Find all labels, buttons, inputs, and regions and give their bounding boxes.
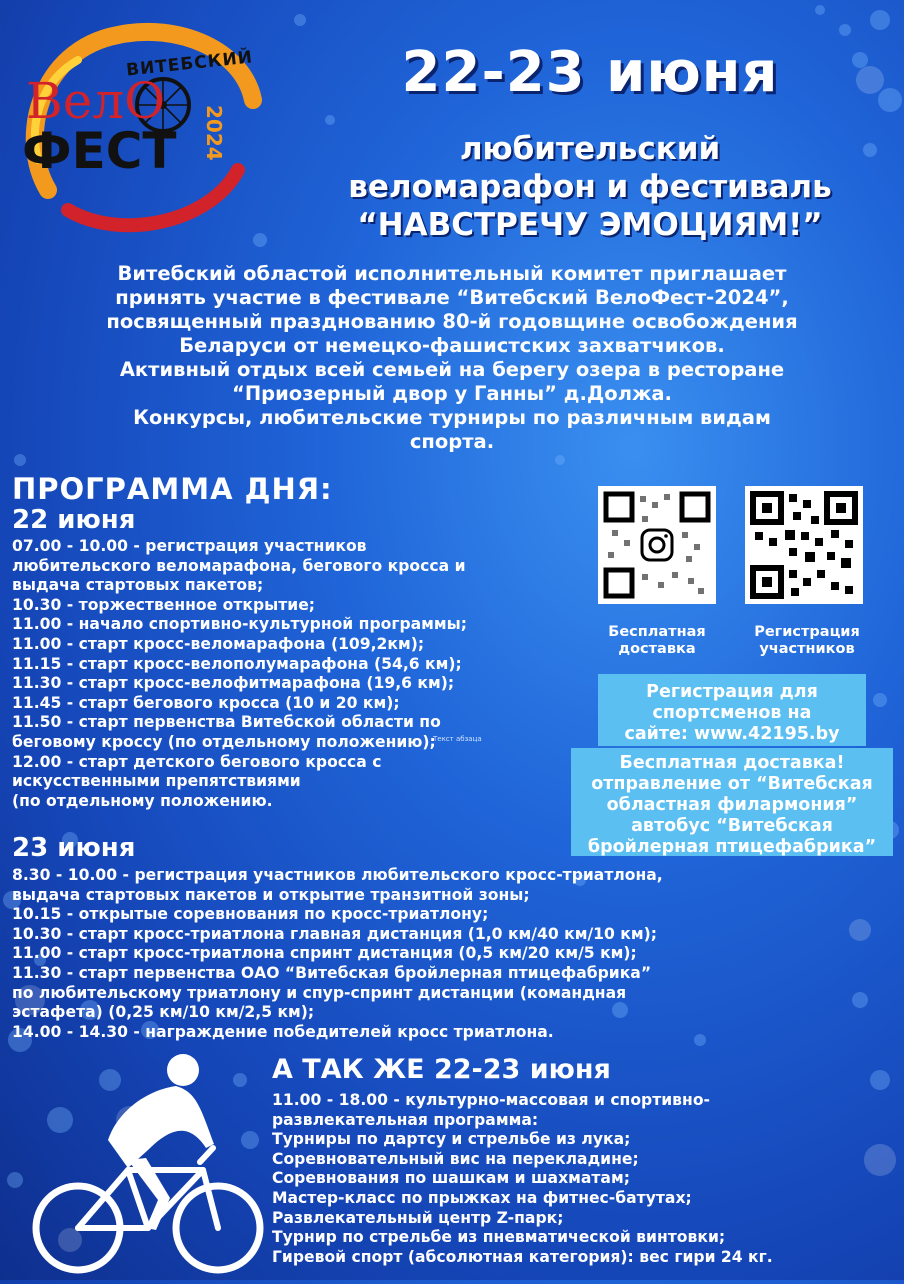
- qr-code-delivery[interactable]: [598, 486, 716, 604]
- info-line: Регистрация для: [646, 682, 818, 702]
- intro-line: посвященный празднованию 80-й годовщине освобождения: [106, 310, 798, 333]
- activity-line: развлекательная программа:: [272, 1110, 539, 1129]
- intro-line: принять участие в фестивале “Витебский ВелоФест-2024”,: [115, 286, 789, 309]
- festival-logo: [8, 10, 273, 240]
- schedule-line: 14.00 - 14.30 - награждение победителей кросс триатлона.: [12, 1022, 554, 1041]
- schedule-line: 11.30 - старт кросс-велофитмарафона (19,6 км);: [12, 674, 455, 693]
- event-dates: 22-23 июня: [401, 40, 779, 105]
- activity-line: Развлекательный центр Z-парк;: [272, 1208, 564, 1227]
- day2-heading: 23 июня: [12, 833, 136, 863]
- qr-delivery-label: [583, 624, 731, 658]
- info-line: областная филармония”: [606, 795, 858, 815]
- qr-label-line: доставка: [618, 641, 696, 657]
- intro-line: Беларуси от немецко-фашистских захватчиков.: [179, 334, 725, 357]
- delivery-info-box: [571, 748, 893, 856]
- qr-pattern-icon: [745, 486, 863, 604]
- activity-line: 11.00 - 18.00 - культурно-массовая и спортивно-: [272, 1091, 711, 1109]
- schedule-line: выдача стартовых пакетов и открытие транзитной зоны;: [12, 885, 530, 904]
- event-subtitle: [290, 130, 890, 244]
- day1-schedule: [12, 537, 467, 811]
- activity-line: Гиревой спорт (абсолютная категория): вес гири 24 кг.: [272, 1247, 773, 1266]
- info-line: Бесплатная доставка!: [619, 753, 845, 773]
- schedule-line: 07.00 - 10.00 - регистрация участников: [12, 537, 367, 555]
- info-line: отправление от “Витебская: [591, 774, 873, 794]
- intro-line: Витебский областой исполнительный комитет приглашает: [117, 262, 787, 285]
- info-line: бройлерная птицефабрика”: [587, 837, 877, 857]
- cyclist-illustration: [28, 1050, 268, 1280]
- schedule-line: искусственными препятствиями: [12, 772, 301, 791]
- schedule-line: 11.50 - старт первенства Витебской области по: [12, 713, 441, 732]
- also-title: А ТАК ЖЕ 22-23 июня: [272, 1054, 611, 1085]
- schedule-line: (по отдельному положению.: [12, 791, 273, 810]
- logo-city-text: ВИТЕБСКИЙ: [125, 47, 254, 81]
- activity-line: Турнир по стрельбе из пневматической винтовки;: [272, 1228, 726, 1247]
- qr-registration-label: [732, 624, 882, 658]
- subtitle-line: веломарафон и фестиваль: [348, 169, 832, 205]
- qr-pattern-icon: [598, 486, 716, 604]
- program-title: ПРОГРАММА ДНЯ:: [12, 472, 333, 506]
- qr-code-registration[interactable]: [745, 486, 863, 604]
- subtitle-line: “НАВСТРЕЧУ ЭМОЦИЯМ!”: [357, 207, 823, 243]
- info-line: спортсменов на: [652, 703, 812, 723]
- subtitle-line: любительский: [459, 131, 721, 167]
- qr-label-line: Регистрация: [754, 624, 860, 640]
- schedule-line: эстафета) (0,25 км/10 км/2,5 км);: [12, 1003, 315, 1022]
- schedule-line: 11.00 - старт кросс-веломарафона (109,2км);: [12, 634, 425, 653]
- intro-line: спорта.: [409, 430, 495, 453]
- activity-line: Соревнования по шашкам и шахматам;: [272, 1169, 630, 1188]
- qr-label-line: участников: [759, 641, 855, 657]
- schedule-line: 11.45 - старт бегового кросса (10 и 20 км);: [12, 693, 400, 712]
- schedule-line: 11.00 - начало спортивно-культурной программы;: [12, 615, 467, 634]
- schedule-line: по любительскому триатлону и спур-спринт дистанции (командная: [12, 983, 627, 1002]
- also-schedule: [272, 1091, 773, 1267]
- logo-brand-line2: ФЕСТ: [22, 122, 177, 180]
- activity-line: Мастер-класс по прыжках на фитнес-батутах;: [272, 1188, 692, 1207]
- intro-line: Активный отдых всей семьей на берегу озера в ресторане: [119, 358, 785, 381]
- cyclist-icon: [28, 1050, 268, 1280]
- schedule-line: 11.15 - старт кросс-велополумарафона (54,6 км);: [12, 654, 462, 673]
- registration-info-box: [598, 674, 866, 746]
- stray-placeholder-text: Текст абзаца: [433, 735, 482, 743]
- schedule-line: 11.00 - старт кросс-триатлона спринт дистанция (0,5 км/20 км/5 км);: [12, 944, 637, 963]
- intro-line: Конкурсы, любительские турниры по различным видам: [133, 406, 771, 429]
- schedule-line: 10.30 - торжественное открытие;: [12, 595, 316, 614]
- schedule-line: 11.30 - старт первенства ОАО “Витебская бройлерная птицефабрика”: [12, 963, 652, 982]
- schedule-line: выдача стартовых пакетов;: [12, 576, 264, 595]
- schedule-line: беговому кроссу (по отдельному положению);: [12, 732, 436, 751]
- logo-year: 2024: [202, 105, 226, 161]
- schedule-line: 10.30 - старт кросс-триатлона главная дистанция (1,0 км/40 км/10 км);: [12, 924, 657, 943]
- schedule-line: 10.15 - открытые соревнования по кросс-триатлону;: [12, 905, 489, 924]
- qr-label-line: Бесплатная: [608, 624, 706, 640]
- schedule-line: любительского веломарафона, бегового кросса и: [12, 556, 466, 575]
- activity-line: Соревновательный вис на перекладине;: [272, 1149, 639, 1168]
- activity-line: Турниры по дартсу и стрельбе из лука;: [272, 1130, 631, 1149]
- schedule-line: 8.30 - 10.00 - регистрация участников любительского кросс-триатлона,: [12, 866, 663, 884]
- logo-brand-line1: ВелО: [26, 72, 166, 130]
- day2-schedule: [12, 866, 663, 1042]
- info-line[interactable]: сайте: www.42195.by: [624, 724, 840, 744]
- day1-heading: 22 июня: [12, 505, 136, 535]
- info-line: автобус “Витебская: [631, 816, 833, 836]
- intro-paragraph: [20, 262, 884, 454]
- schedule-line: 12.00 - старт детского бегового кросса с: [12, 752, 382, 771]
- intro-line: “Приозерный двор у Ганны” д.Должа.: [232, 382, 672, 405]
